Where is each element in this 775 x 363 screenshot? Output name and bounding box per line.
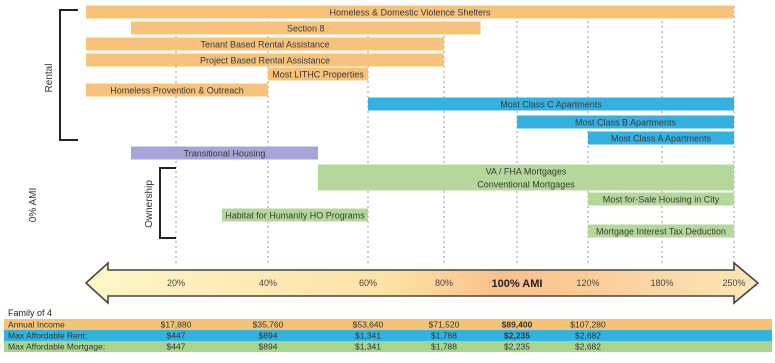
bar-label: VA / FHA Mortgages [485, 166, 567, 177]
table-cell: $447 [166, 341, 186, 352]
tick-label: 100% AMI [491, 278, 543, 290]
tick-label: 60% [358, 278, 378, 288]
table-cell: $2,235 [504, 341, 530, 352]
bar-label: Tenant Based Rental Assistance [200, 39, 330, 50]
bar-label: Most for-Sale Housing in City [602, 194, 720, 205]
tick-label: 80% [434, 278, 454, 288]
table-cell: $53,640 [352, 319, 384, 330]
bar-label: Homeless Provention & Outreach [110, 85, 244, 96]
bar-label: Most Class A Apartments [610, 133, 712, 144]
bar-label: Most LITHC Properties [272, 69, 364, 80]
table-row-band [4, 341, 772, 352]
bar-label: Section 8 [286, 23, 325, 34]
income-table [4, 308, 772, 352]
table-cell: $89,400 [501, 319, 533, 330]
table-cell: $447 [166, 330, 186, 341]
table-cell: $1,788 [431, 330, 457, 341]
bar-label: Transitional Housing [183, 148, 266, 159]
rental-bracket [60, 10, 78, 140]
table-row-label: Max Affordable Mortgage: [8, 341, 106, 352]
bar-label: Mortgage Interest Tax Deduction [596, 226, 726, 237]
table-cell: $2,235 [504, 330, 530, 341]
bar-label: Conventional Mortgages [477, 179, 575, 190]
rental-label: Rental [44, 63, 55, 93]
table-cell: $1,788 [431, 341, 457, 352]
table-cell: $2,682 [575, 330, 601, 341]
table-cell: $107,280 [570, 319, 606, 330]
bar-label: Project Based Rental Assistance [199, 55, 331, 66]
tick-label: 20% [166, 278, 186, 288]
bar-label: Most Class C Apartments [500, 99, 602, 110]
table-cell: $1,341 [355, 330, 381, 341]
table-row-label: Max Affordable Rent: [8, 330, 88, 341]
table-cell: $894 [258, 341, 278, 352]
ownership-bracket [160, 168, 176, 238]
ami-side-label: 0% AMI [28, 187, 39, 223]
table-row-label: Annual Income [8, 319, 65, 330]
bar-label: Most Class B Apartments [574, 117, 677, 128]
ownership-label: Ownership [144, 180, 155, 228]
bar-label: Homeless & Domestic Violence Shelters [329, 7, 491, 18]
table-cell: $1,341 [355, 341, 381, 352]
table-caption: Family of 4 [8, 308, 53, 318]
tick-label: 120% [576, 278, 600, 288]
table-row-band [4, 330, 772, 341]
bars-group [86, 6, 734, 238]
table-cell: $17,880 [160, 319, 192, 330]
table-row-band [4, 319, 772, 330]
tick-label: 180% [650, 278, 674, 288]
table-cell: $2,682 [575, 341, 601, 352]
bar-label: Habitat for Humanity HO Programs [225, 210, 365, 221]
tick-label: 250% [722, 278, 746, 288]
tick-label: 40% [258, 278, 278, 288]
table-cell: $894 [258, 330, 278, 341]
table-cell: $35,760 [252, 319, 284, 330]
table-cell: $71,520 [428, 319, 460, 330]
